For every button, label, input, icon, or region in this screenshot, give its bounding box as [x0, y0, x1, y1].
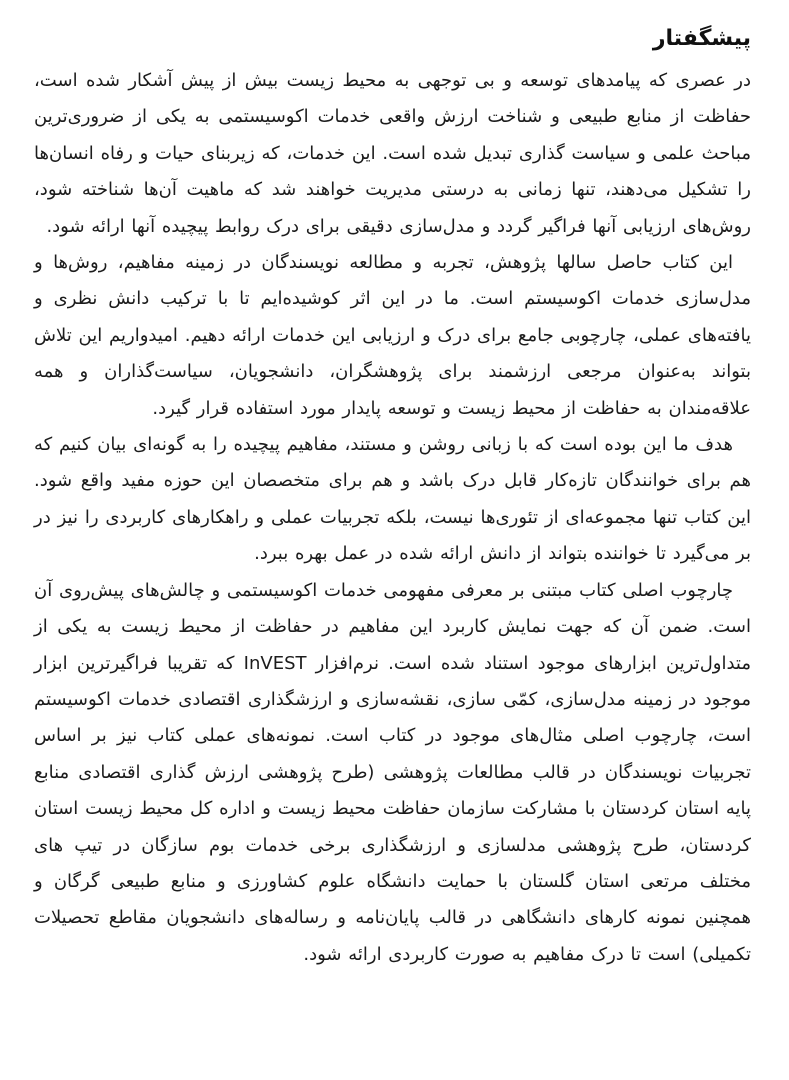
paragraph-framework: چارچوب اصلی کتاب مبتنی بر معرفی مفهومی خدمات اکوسیستمی و چالش‌های پیش‌روی آن است. ضمن آن که جهت نمایش کاربرد این مفاهیم در حفاظت از محیط زیست به یکی از متداول‌ترین ابزارهای موجود استناد شده است. نرم‌افزار InVEST که تقریبا فراگیرترین ابزار موجود در زمینه مدل‌سازی، کمّی سازی، نقشه‌سازی و ارزشگذاری اقتصادی خدمات اکوسیستم است، چارچوب اصلی مثال‌های موجود در کتاب است. نمونه‌های عملی کتاب نیز بر اساس تجربیات نویسندگان در قالب مطالعات پژوهشی (طرح پژوهشی ارزش گذاری اقتصادی منابع پایه استان کردستان با مشارکت سازمان حفاظت محیط زیست و اداره کل محیط زیست استان کردستان، طرح پژوهشی مدلسازی و ارزشگذاری برخی خدمات بوم سازگان در تیپ های مختلف مرتعی استان گلستان با حمایت دانشگاه علوم کشاورزی و منابع طبیعی گرگان و همچنین نمونه کارهای دانشگاهی در قالب پایان‌نامه و رساله‌های دانشجویان مقاطع تحصیلات تکمیلی) است تا درک مفاهیم به صورت کاربردی ارائه شود. — [34, 579, 751, 965]
page-title: پیشگفتار — [652, 26, 751, 51]
paragraph-intro: در عصری که پیامدهای توسعه و بی توجهی به محیط زیست بیش از پیش آشکار شده است، حفاظت از منابع طبیعی و شناخت ارزش واقعی خدمات اکوسیستمی به یکی از ضروری‌ترین مباحث علمی و سیاست گذاری تبدیل شده است. این خدمات، که زیربنای حیات و رفاه انسان‌ها را تشکیل می‌دهند، تنها زمانی به درستی مدیریت خواهند شد که ماهیت آن‌ها شناخته شود، روش‌های ارزیابی آنها فراگیر گردد و مدل‌سازی دقیقی برای درک روابط پیچیده آنها ارائه شود. — [34, 70, 751, 237]
paragraph-book-origin: این کتاب حاصل سالها پژوهش، تجربه و مطالعه نویسندگان در زمینه مفاهیم، روش‌ها و مدل‌سازی خدمات اکوسیستم است. ما در این اثر کوشیده‌ایم تا با ترکیب دانش نظری و یافته‌های عملی، چارچوبی جامع برای درک و ارزیابی این خدمات ارائه دهیم. امیدواریم این تلاش بتواند به‌عنوان مرجعی ارزشمند برای پژوهشگران، دانشجویان، سیاست‌گذاران و همه علاقه‌مندان به حفاظت از محیط زیست و توسعه پایدار مورد استفاده قرار گیرد. — [34, 252, 751, 419]
paragraph-goal: هدف ما این بوده است که با زبانی روشن و مستند، مفاهیم پیچیده را به گونه‌ای بیان کنیم که هم برای خوانندگان تازه‌کار قابل درک باشد و هم برای متخصصان این حوزه مفید واقع شود. این کتاب تنها مجموعه‌ای از تئوری‌ها نیست، بلکه تجربیات عملی و راهکارهای کاربردی را نیز در بر می‌گیرد تا خواننده بتواند از دانش ارائه شده در عمل بهره ببرد. — [34, 434, 751, 565]
